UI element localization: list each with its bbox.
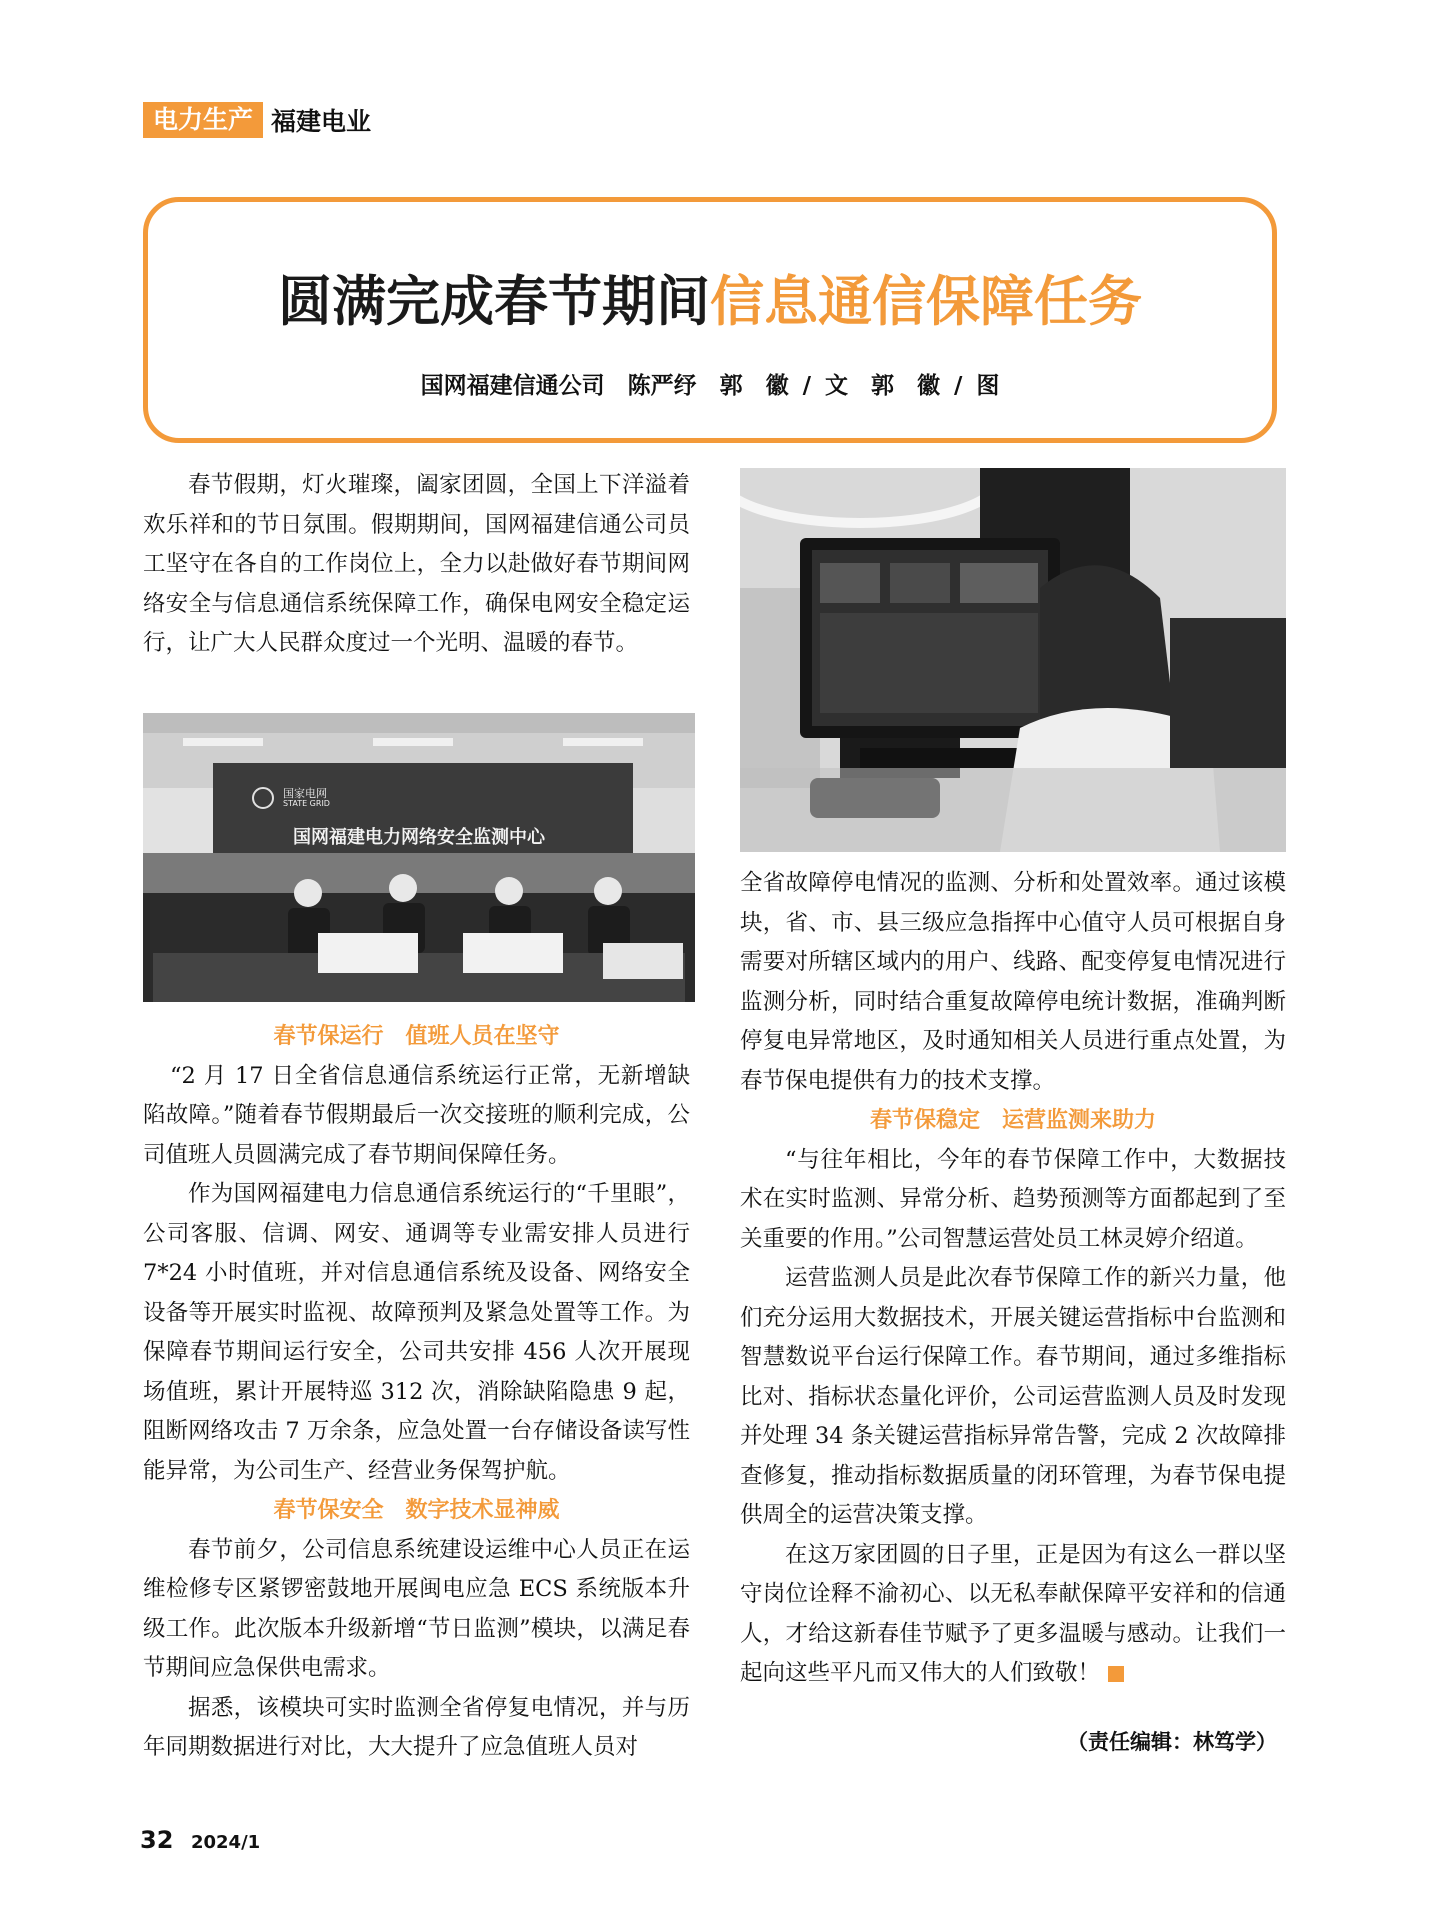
subheading-3: 春节保稳定 运营监测来助力 — [869, 1108, 1156, 1133]
paragraph-5: 全省故障停电情况的监测、分析和处置效率。通过该模块，省、市、县三级应急指挥中心值守人员可根据自身需要对所辖区域内的用户、线路、配变停复电情况进行监测分析，同时结合重复故障停电统计数据，准确判断停复电异常地区，及时通知相关人员进行重点处置，为春节保电提供有力的技术支撑。 — [740, 870, 1286, 1094]
paragraph-7: 运营监测人员是此次春节保障工作的新兴力量，他们充分运用大数据技术，开展关键运营指标中台监测和智慧数说平台运行保障工作。春节期间，通过多维指标比对、指标状态量化评价，公司运营监测人员及时发现并处理 34 条关键运营指标异常告警，完成 2 次故障排查修复，推动指标数据质量的闭环管理，为春节保电提供周全的运营决策支撑。 — [740, 1265, 1286, 1528]
paragraph-8-text: 在这万家团圆的日子里，正是因为有这么一群以坚守岗位诠释不渝初心、以无私奉献保障平安祥和的信通人，才给这新春佳节赋予了更多温暖与感动。让我们一起向这些平凡而又伟大的人们致敬！ — [740, 1541, 1286, 1686]
issue-number: 2024/1 — [190, 1832, 261, 1853]
operator-photo — [740, 468, 1286, 852]
paragraph-6: “与往年相比，今年的春节保障工作中，大数据技术在实时监测、异常分析、趋势预测等方面都起到了至关重要的作用。”公司智慧运营处员工林灵婷介绍道。 — [740, 1146, 1286, 1252]
monitoring-center-photo — [143, 713, 695, 1002]
photo-wall-sign: 国网福建电力网络安全监测中心 — [293, 827, 545, 848]
byline: 国网福建信通公司 陈严纾 郭 徽 / 文 郭 徽 / 图 — [420, 373, 1000, 399]
paragraph-3: 春节前夕，公司信息系统建设运维中心人员正在运维检修专区紧锣密鼓地开展闽电应急 ECS 系统版本升级工作。此次版本升级新增“节日监测”模块，以满足春节期间应急保供电需求。 — [143, 1536, 690, 1681]
paragraph-2: 作为国网福建电力信息通信系统运行的“千里眼”，公司客服、信调、网安、通调等专业需安排人员进行 7*24 小时值班，并对信息通信系统及设备、网络安全设备等开展实时监视、故障预判及紧急处置等工作。为保障春节期间运行安全，公司共安排 456 人次开展现场值班，累计开展特巡 312 次，消除缺陷隐患 9 起，阻断网络攻击 7 万余条，应急处置一台存储设备读写性能异常，为公司生产、经营业务保驾护航。 — [143, 1181, 690, 1484]
page-footer — [140, 1826, 260, 1854]
right-column-body — [740, 864, 1286, 1694]
paragraph-8 — [740, 1536, 1286, 1694]
page-number: 32 — [140, 1826, 174, 1854]
left-column-body — [143, 1017, 690, 1768]
monitoring-center-illustration — [143, 713, 695, 1002]
paragraph-1: “2 月 17 日全省信息通信系统运行正常，无新增缺陷故障。”随着春节假期最后一次交接班的顺利完成，公司值班人员圆满完成了春节期间保障任务。 — [143, 1062, 690, 1168]
end-mark — [1108, 1666, 1124, 1682]
article-title — [148, 267, 1272, 337]
left-column-intro — [143, 466, 690, 664]
photo-logo-text: 国家电网 — [283, 787, 327, 800]
intro-paragraph: 春节假期，灯火璀璨，阖家团圆，全国上下洋溢着欢乐祥和的节日氛围。假期期间，国网福建信通公司员工坚守在各自的工作岗位上，全力以赴做好春节期间网络安全与信息通信系统保障工作，确保电网安全稳定运行，让广大人民群众度过一个光明、温暖的春节。 — [143, 472, 690, 656]
title-part-2: 信息通信保障任务 — [710, 270, 1142, 333]
magazine-name: 福建电业 — [271, 107, 372, 136]
editor-credit: （责任编辑：林笃学） — [1067, 1730, 1277, 1754]
subheading-1: 春节保运行 值班人员在坚守 — [273, 1024, 560, 1049]
paragraph-4: 据悉，该模块可实时监测全省停复电情况，并与历年同期数据进行对比，大大提升了应急值班人员对 — [143, 1694, 690, 1760]
title-box — [143, 197, 1277, 443]
operator-illustration — [740, 468, 1286, 852]
subheading-2: 春节保安全 数字技术显神威 — [273, 1498, 560, 1523]
title-part-1: 圆满完成春节期间 — [278, 270, 710, 333]
section-tag: 电力生产 — [143, 102, 263, 138]
photo-logo-en: STATE GRID — [283, 799, 330, 808]
section-header — [143, 100, 371, 140]
